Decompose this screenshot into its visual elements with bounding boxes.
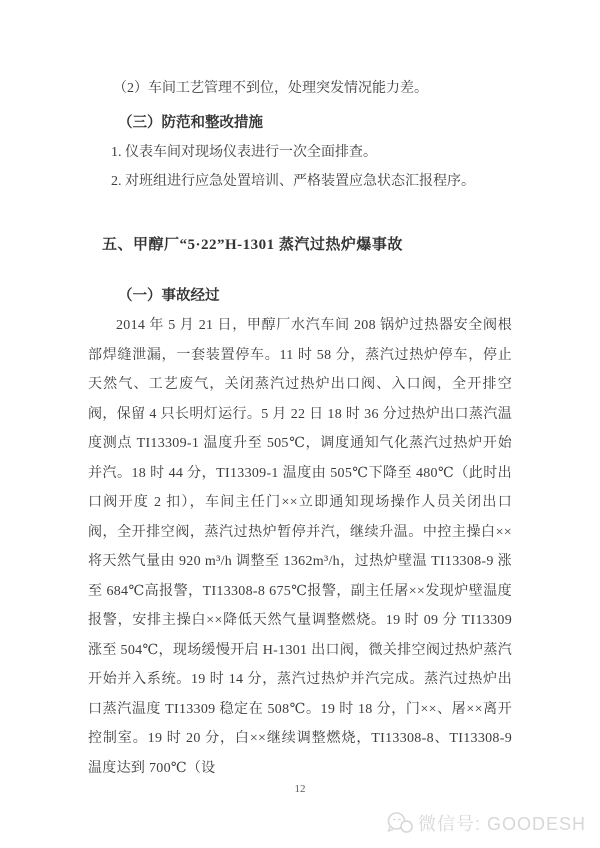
cause-item-2: （2）车间工艺管理不到位，处理突发情况能力差。 — [113, 81, 428, 96]
section-5-title: 五、甲醇厂“5·22”H-1301 蒸汽过热炉爆事故 — [102, 237, 403, 253]
measures-section-heading: （三）防范和整改措施 — [118, 115, 263, 131]
page-number: 12 — [294, 783, 306, 795]
accident-narrative-paragraph: 2014 年 5 月 21 日，甲醇厂水汽车间 208 锅炉过热器安全阀根部焊缝泄漏，一套装置停车。11 时 58 分，蒸汽过热炉停车，停止天然气、工艺废气，关闭蒸汽过热炉出口阀、入口阀，全开排空阀，保留 4 只长明灯运行。5 月 22 日 18 时 36 分过热炉出口蒸汽温度测点 TI13309-1 温度升至 505℃，调度通知气化蒸汽过热炉开始并汽。18 时 44 分，TI13309-1 温度由 505℃下降至 480℃（此时出口阀开度 2 扣），车间主任门××立即通知现场操作人员关闭出口阀，全开排空阀，蒸汽过热炉暂停并汽，继续升温。中控主操白××将天然气量由 920 m³/h 调整至 1362m³/h，过热炉壁温 TI13308-9 涨至 684℃高报警，TI13308-8 675℃报警，副主任屠××发现炉壁温度报警，安排主操白××降低天然气量调整燃烧。19 时 09 分 TI13309 涨至 504℃，现场缓慢开启 H-1301 出口阀，微关排空阀过热炉蒸汽开始并入系统。19 时 14 分，蒸汽过热炉并汽完成。蒸汽过热炉出口蒸汽温度 TI13309 稳定在 508℃。19 时 18 分，门××、屠××离开控制室。19 时 20 分，白××继续调整燃烧，TI13308-8、TI13308-9 温度达到 700℃（设 — [88, 318, 512, 776]
watermark — [386, 810, 586, 836]
document-content — [88, 74, 512, 783]
subsection-1-title: （一）事故经过 — [118, 288, 220, 304]
measure-item-2: 2. 对班组进行应急处置培训、严格装置应急状态汇报程序。 — [111, 174, 475, 189]
watermark-text: 微信号: GOODESH — [417, 814, 586, 834]
measure-item-1: 1. 仪表车间对现场仪表进行一次全面排查。 — [111, 145, 377, 160]
wechat-icon — [386, 811, 414, 835]
